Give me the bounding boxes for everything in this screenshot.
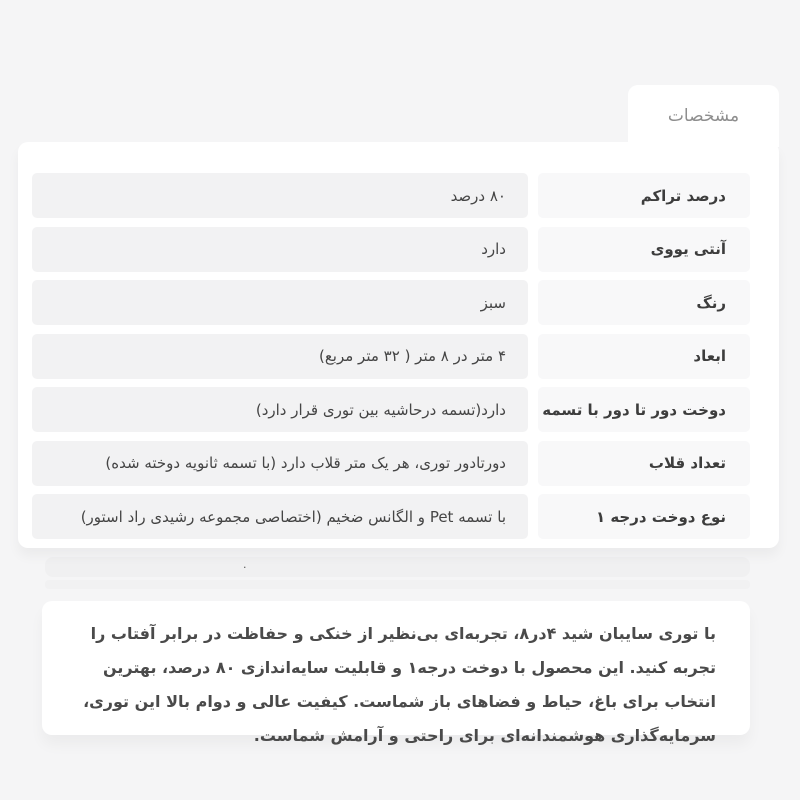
spec-label-stitch-type: نوع دوخت درجه ۱ (538, 494, 750, 539)
spec-value-color: سبز (32, 280, 528, 325)
spec-row-anti-uv (32, 227, 750, 272)
spec-value-dimensions: ۴ متر در ۸ متر ( ۳۲ متر مربع) (32, 334, 528, 379)
collapsed-section-band-2 (45, 580, 750, 589)
spec-value-stitch-type: با تسمه Pet و الگانس ضخیم (اختصاصی مجموعه رشیدی راد استور) (32, 494, 528, 539)
spec-label-density: درصد تراکم (538, 173, 750, 218)
spec-label-dimensions: ابعاد (538, 334, 750, 379)
spec-value-edge-stitching: دارد(تسمه درحاشیه بین توری قرار دارد) (32, 387, 528, 432)
spec-label-anti-uv: آنتی یووی (538, 227, 750, 272)
spec-row-edge-stitching (32, 387, 750, 432)
spec-label-hook-count: تعداد قلاب (538, 441, 750, 486)
tab-specifications-label: مشخصات (667, 106, 740, 126)
spec-row-hook-count (32, 441, 750, 486)
spec-row-stitch-type (32, 494, 750, 539)
specifications-panel (18, 142, 779, 548)
spec-row-dimensions (32, 334, 750, 379)
collapsed-section-band (45, 557, 750, 577)
spec-label-edge-stitching: دوخت دور تا دور با تسمه (538, 387, 750, 432)
stray-dot-artifact: . (243, 558, 247, 571)
spec-value-anti-uv: دارد (32, 227, 528, 272)
spec-label-color: رنگ (538, 280, 750, 325)
spec-row-color (32, 280, 750, 325)
product-description-text: با توری سایبان شید ۴در۸، تجربه‌ای بی‌نظیر از خنکی و حفاظت در برابر آفتاب را تجربه کنید. این محصول با دوخت درجه۱ و قابلیت سایه‌اندازی ۸۰ درصد، بهترین انتخاب برای باغ، حیاط و فضاهای باز شماست. کیفیت عالی و دوام بالا این توری، سرمایه‌گذاری هوشمندانه‌ای برای راحتی و آرامش شماست. (83, 624, 716, 745)
spec-row-density (32, 173, 750, 218)
product-description-card (42, 601, 750, 745)
spec-value-density: ۸۰ درصد (32, 173, 528, 218)
spec-value-hook-count: دورتادور توری، هر یک متر قلاب دارد (با تسمه ثانویه دوخته شده) (32, 441, 528, 486)
tab-specifications[interactable] (628, 85, 779, 147)
